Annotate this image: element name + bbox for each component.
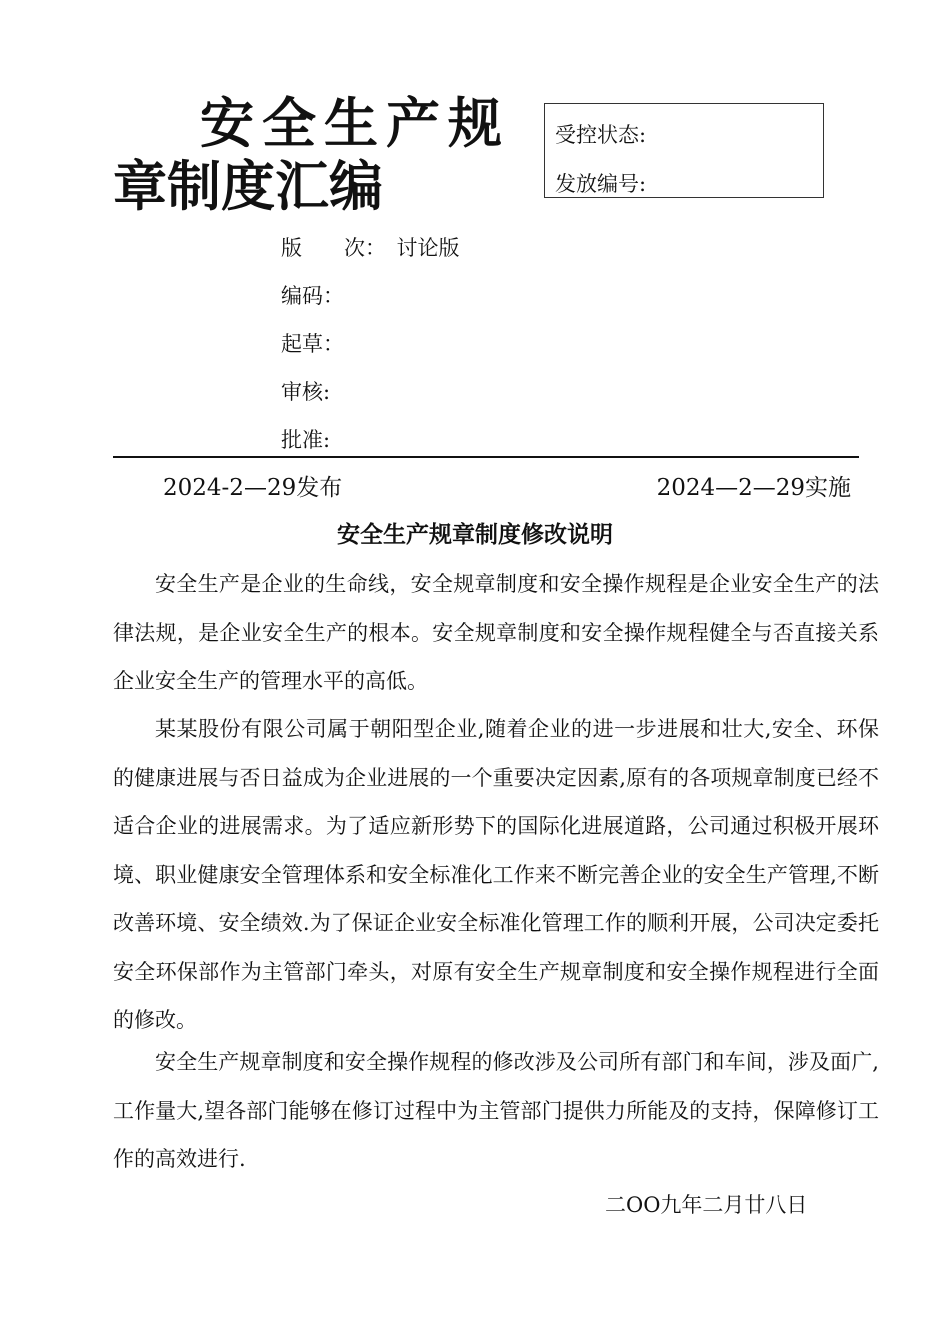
document-title: 安全生产规章制度修改说明 [337,522,613,548]
cover-divider [113,456,859,458]
paragraph-3: 安全生产规章制度和安全操作规程的修改涉及公司所有部门和车间，涉及面广,工作量大,望各部门能够在修订过程中为主管部门提供力所能及的支持，保障修订工作的高效进行. [113,1050,879,1171]
sign-date: 二OO九年二月廿八日 [605,1193,808,1217]
review-label: 审核: [281,380,331,404]
code-label: 编码： [281,284,344,308]
cover-title-line2: 章制度汇编 [113,155,383,218]
control-status-label: 受控状态: [555,123,647,147]
edition-line: 版 次： 讨论版 [281,236,460,260]
issue-number-label: 发放编号: [555,172,647,196]
draft-label: 起草： [281,332,344,356]
cover-title-line1: 安全生产规 [200,92,510,155]
publish-date: 2024-2—29发布 [163,475,343,501]
effective-date: 2024—2—29实施 [656,475,851,501]
control-info-box [544,103,824,198]
paragraph-2: 某某股份有限公司属于朝阳型企业,随着企业的进一步进展和壮大,安全、环保的健康进展与否日益成为企业进展的一个重要决定因素,原有的各项规章制度已经不适合企业的进展需求。为了适应新形势下的国际化进展道路，公司通过积极开展环境、职业健康安全管理体系和安全标准化工作来不断完善企业的安全生产管理,不断改善环境、安全绩效.为了保证企业安全标准化管理工作的顺利开展，公司决定委托安全环保部作为主管部门牵头，对原有安全生产规章制度和安全操作规程进行全面的修改。 [113,717,879,1032]
paragraph-1: 安全生产是企业的生命线，安全规章制度和安全操作规程是企业安全生产的法律法规，是企业安全生产的根本。安全规章制度和安全操作规程健全与否直接关系企业安全生产的管理水平的高低。 [113,572,879,693]
approve-label: 批准: [281,428,331,452]
